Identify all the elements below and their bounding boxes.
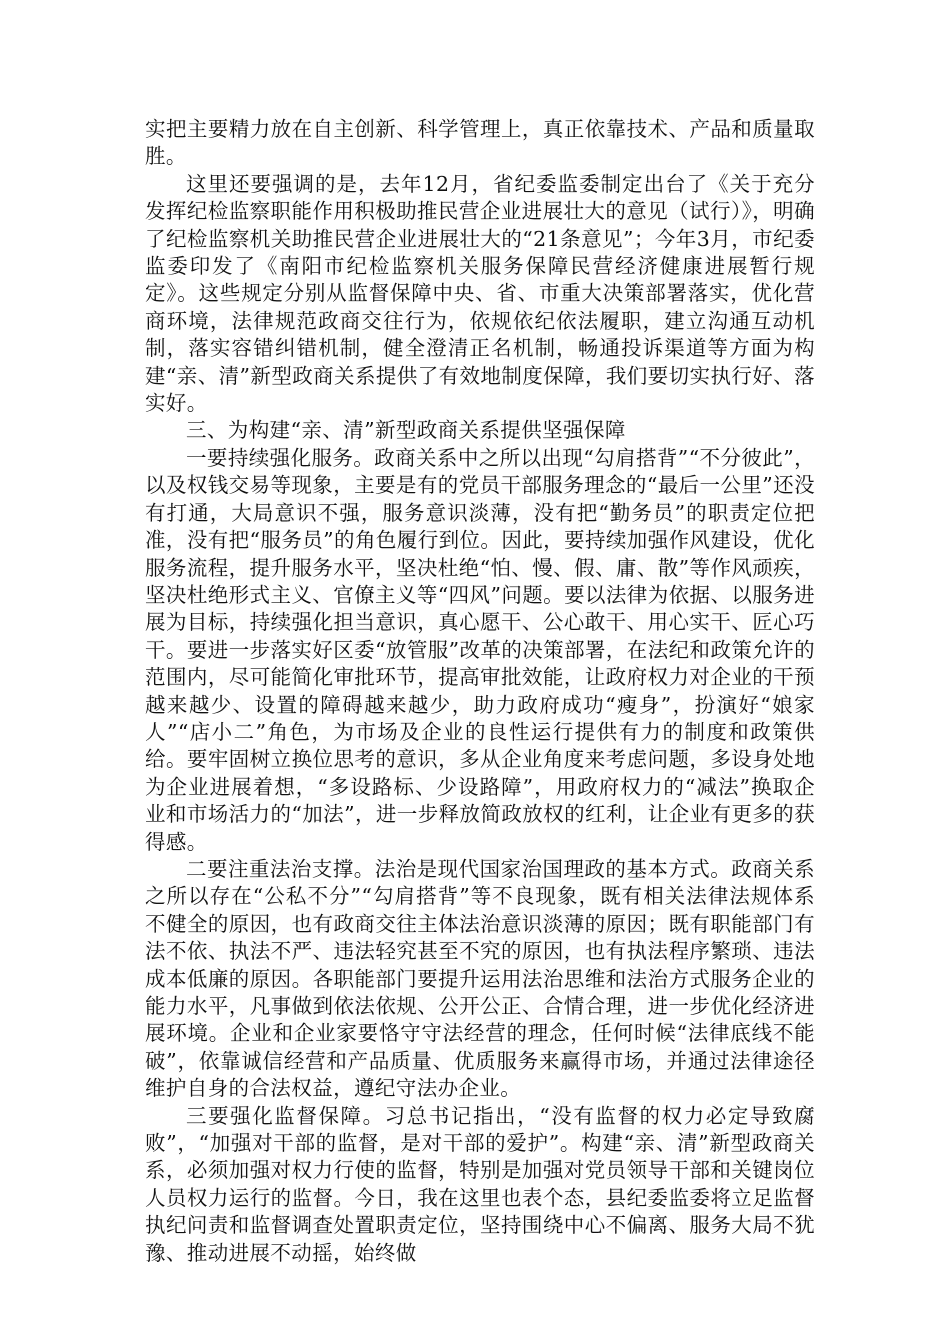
paragraph-regulations: 这里还要强调的是，去年12月，省纪委监委制定出台了《关于充分发挥纪检监察职能作用积极助推民营企业进展壮大的意见（试行）》，明确了纪检监察机关助推民营企业进展壮大的“21条意见”；今年3月，市纪委监委印发了《南阳市纪检监察机关服务保障民营经济健康进展暂行规定》。这些规定分别从监督保障中央、省、市重大决策部署落实，优化营商环境，法律规范政商交往行为，依规依纪依法履职，建立沟通互动机制，落实容错纠错机制，健全澄清正名机制，畅通投诉渠道等方面为构建“亲、清”新型政商关系提供了有效地制度保障，我们要切实执行好、落实好。 xyxy=(145,171,815,416)
section-heading: 三、为构建“亲、清”新型政商关系提供坚强保障 xyxy=(186,418,626,443)
paragraph-service: 一要持续强化服务。政商关系中之所以出现“勾肩搭背”“不分彼此”，以及权钱交易等现象，主要是有的党员干部服务理念的“最后一公里”还没有打通，大局意识不强，服务意识淡薄，没有把“勤务员”的职责定位把准，没有把“服务员”的角色履行到位。因此，要持续加强作风建设，优化服务流程，提升服务水平，坚决杜绝“怕、慢、假、庸、散”等作风顽疾，坚决杜绝形式主义、官僚主义等“四风”问题。要以法律为依据、以服务进展为目标，持续强化担当意识，真心愿干、公心敢干、用心实干、匠心巧干。要进一步落实好区委“放管服”改革的决策部署，在法纪和政策允许的范围内，尽可能简化审批环节，提高审批效能，让政府权力对企业的干预越来越少、设置的障碍越来越少，助力政府成功“瘦身”，扮演好“娘家人”“店小二”角色，为市场及企业的良性运行提供有力的制度和政策供给。要牢固树立换位思考的意识，多从企业角度来考虑问题，多设身处地为企业进展着想，“多设路标、少设路障”，用政府权力的“减法”换取企业和市场活力的“加法”，进一步释放简政放权的红利，让企业有更多的获得感。 xyxy=(145,445,815,854)
paragraph-continued: 实把主要精力放在自主创新、科学管理上，真正依靠技术、产品和质量取胜。 xyxy=(145,117,815,169)
paragraph-supervision: 三要强化监督保障。习总书记指出，“没有监督的权力必定导致腐败”，“加强对干部的监督，是对干部的爱护”。构建“亲、清”新型政商关系，必须加强对权力行使的监督，特别是加强对党员领导干部和关键岗位人员权力运行的监督。今日，我在这里也表个态，县纪委监委将立足监督执纪问责和监督调查处置职责定位，坚持围绕中心不偏离、服务大局不犹豫、推动进展不动摇，始终做 xyxy=(145,1103,815,1265)
document-body xyxy=(145,116,815,1267)
paragraph-rule-of-law: 二要注重法治支撑。法治是现代国家治国理政的基本方式。政商关系之所以存在“公私不分”“勾肩搭背”等不良现象，既有相关法律法规体系不健全的原因，也有政商交往主体法治意识淡薄的原因；既有职能部门有法不依、执法不严、违法轻究甚至不究的原因，也有执法程序繁琐、违法成本低廉的原因。各职能部门要提升运用法治思维和法治方式服务企业的能力水平，凡事做到依法依规、公开公正、合情合理，进一步优化经济进展环境。企业和企业家要恪守守法经营的理念，任何时候“法律底线不能破”，依靠诚信经营和产品质量、优质服务来赢得市场，并通过法律途径维护自身的合法权益，遵纪守法办企业。 xyxy=(145,856,815,1101)
